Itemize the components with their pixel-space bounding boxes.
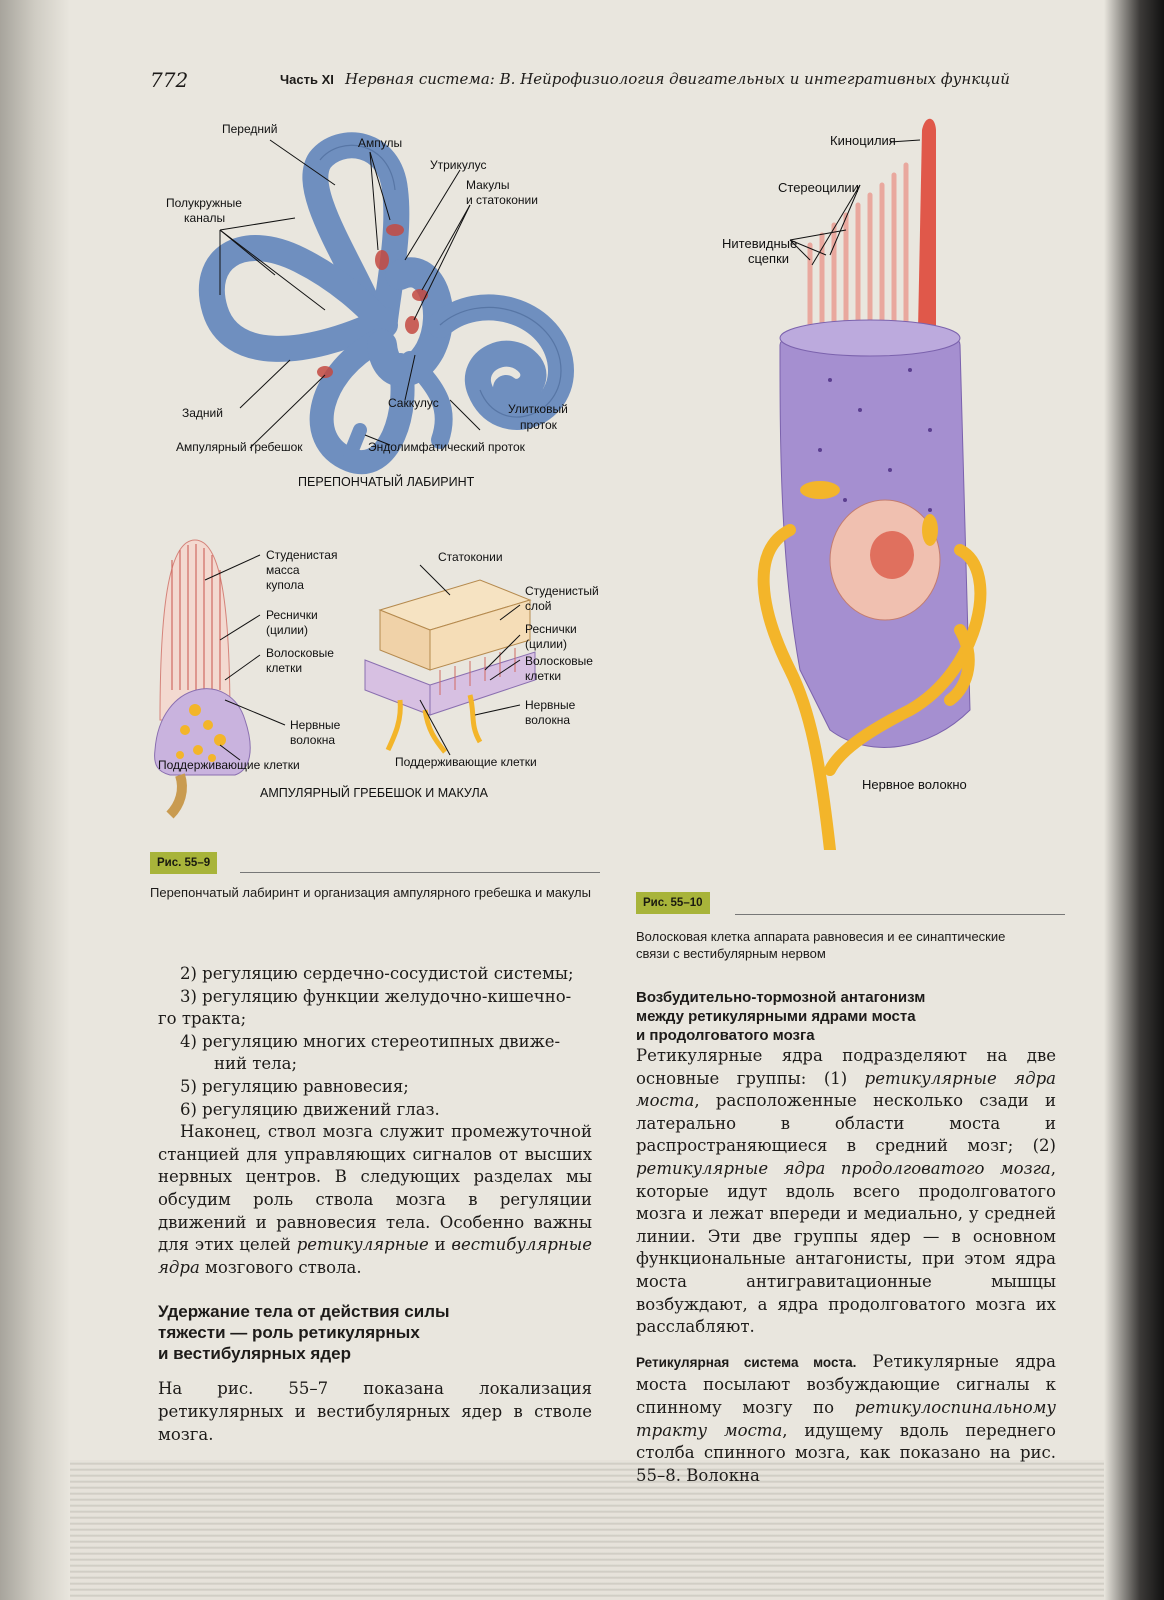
list-item-5: 5) регуляцию равновесия; [180,1076,409,1096]
label-ulit-1: Улитковый [508,402,568,416]
label-utrikulus: Утрикулус [430,158,487,172]
page-number: 772 [150,68,189,92]
figure-crista-macula [150,520,610,830]
label-nerv-2: волокна [290,733,336,747]
page-right-shadow [1104,0,1164,1600]
label-ampuly: Ампулы [358,136,403,150]
label-resn2-2: (цилии) [525,637,567,651]
label-nerv2-1: Нервные [525,698,576,712]
label-perednij: Передний [222,122,278,136]
label-sakkulus: Саккулус [388,396,439,410]
label-resn-2: (цилии) [266,623,308,637]
header-title: Нервная система: В. Нейрофизиология двигательных и интегративных функций [345,70,1010,88]
label-stereocilia: Стереоцилии [778,180,859,195]
section-heading-left: Удержание тела от действия силы тяжести — роль ретикулярных и вестибулярных ядер [158,1302,450,1364]
label-poluk-2: каналы [184,211,226,225]
label-stud-3: купола [266,578,304,592]
hair-cell-drawing [630,110,1050,850]
running-header [150,68,1010,98]
figure-tag-55-10: Рис. 55–10 [636,892,710,914]
label-crista-title: АМПУЛЯРНЫЙ ГРЕБЕШОК И МАКУЛА [260,786,488,800]
label-ulit-2: проток [520,418,557,432]
label-studsl-1: Студенистый [525,584,599,598]
paragraph-localization: На рис. 55–7 показана локализация ретикулярных и вестибулярных ядер в стволе мозга. [158,1379,592,1444]
label-endolimf: Эндолимфатический проток [368,440,525,454]
caption-rule-2 [735,914,1065,915]
left-text-column [158,963,592,1446]
label-labyrinth-title: ПЕРЕПОНЧАТЫЙ ЛАБИРИНТ [298,475,475,489]
figure-caption-55-10-line1: Волосковая клетка аппарата равновесия и ее синаптические [636,929,1006,944]
paragraph-pontine-system: Ретикулярная система моста. Ретикулярные ядра моста посылают возбуждающие сигналы к спинному мозгу по ретикулоспинальному тракту моста, идущему вдоль переднего столба спинного мозга, как показано на рис. 55–8. Волокна [636,1351,1056,1485]
list-item-4a: 4) регуляцию многих стереотипных движе- [180,1031,561,1051]
section-heading-right: Возбудительно-тормозной антагонизм между ретикулярными ядрами моста и продолговатого мозга [636,989,926,1044]
figure-tag-55-9: Рис. 55–9 [150,852,217,874]
label-volos-1: Волосковые [266,646,334,660]
label-stud-1: Студенистая [266,548,338,562]
label-zadnij: Задний [182,406,223,420]
list-item-2: 2) регуляцию сердечно-сосудистой системы; [180,964,574,983]
figure-caption-55-10-line2: связи с вестибулярным нервом [636,946,826,961]
label-makuly-2: и статоконии [466,193,538,207]
label-podd2: Поддерживающие клетки [395,755,537,769]
list-item-6: 6) регуляцию движений глаз. [180,1099,440,1119]
label-volos2-1: Волосковые [525,654,593,668]
label-resn-1: Реснички [266,608,318,622]
figure-hair-cell [630,110,1050,850]
label-podd: Поддерживающие клетки [158,758,300,772]
list-item-3a: 3) регуляцию функции желудочно-кишечно- [180,986,572,1006]
right-text-column [636,988,1056,1487]
label-stud-2: масса [266,563,300,577]
paragraph-reticular-groups: Ретикулярные ядра подразделяют на две основные группы: (1) ретикулярные ядра моста, расположенные несколько сзади и латерально в области моста и распространяющиеся в средний мозг; (2) ретикулярные ядра продолговатого мозга, которые идут вдоль всего продолговатого мозга и лежат впереди и медиально, у средней линии. Эти две группы ядер — в основном функциональные антагонисты, при этом ядра моста антигравитационные мышцы возбуждают, а ядра продолговатого мозга их расслабляют. [636,1046,1056,1337]
label-nerve-fiber: Нервное волокно [862,777,967,792]
caption-rule [240,872,600,873]
label-poluk-1: Полукружные [166,196,242,210]
label-ampul-greb: Ампулярный гребешок [176,440,303,454]
figure-caption-55-9: Перепончатый лабиринт и организация ампулярного гребешка и макулы [150,885,591,900]
label-nerv-1: Нервные [290,718,341,732]
label-kinocilia: Киноцилия [830,133,896,148]
label-studsl-2: слой [525,599,552,613]
label-links-2: сцепки [748,251,790,266]
label-resn2-1: Реснички [525,622,577,636]
label-makuly-1: Макулы [466,178,510,192]
paragraph-conclusion: Наконец, ствол мозга служит промежуточной станцией для управляющих сигналов от высших нервных центров. В следующих разделах мы обсудим роль ствола мозга в регуляции движений и равновесия тела. Особенно важны для этих целей ретикулярные и вестибулярные ядра мозгового ствола. [158,1122,592,1277]
page-gutter-shadow [0,0,70,1600]
label-links-1: Нитевидные [722,236,798,251]
list-item-4b: ний тела; [214,1054,298,1074]
list-item-3b: го тракта; [158,1009,247,1029]
figure-labyrinth [150,110,610,510]
label-volos-2: клетки [266,661,303,675]
part-label: Часть XI [280,72,334,87]
label-volos2-2: клетки [525,669,562,683]
label-nerv2-2: волокна [525,713,571,727]
label-statokonii: Статоконии [438,550,503,564]
